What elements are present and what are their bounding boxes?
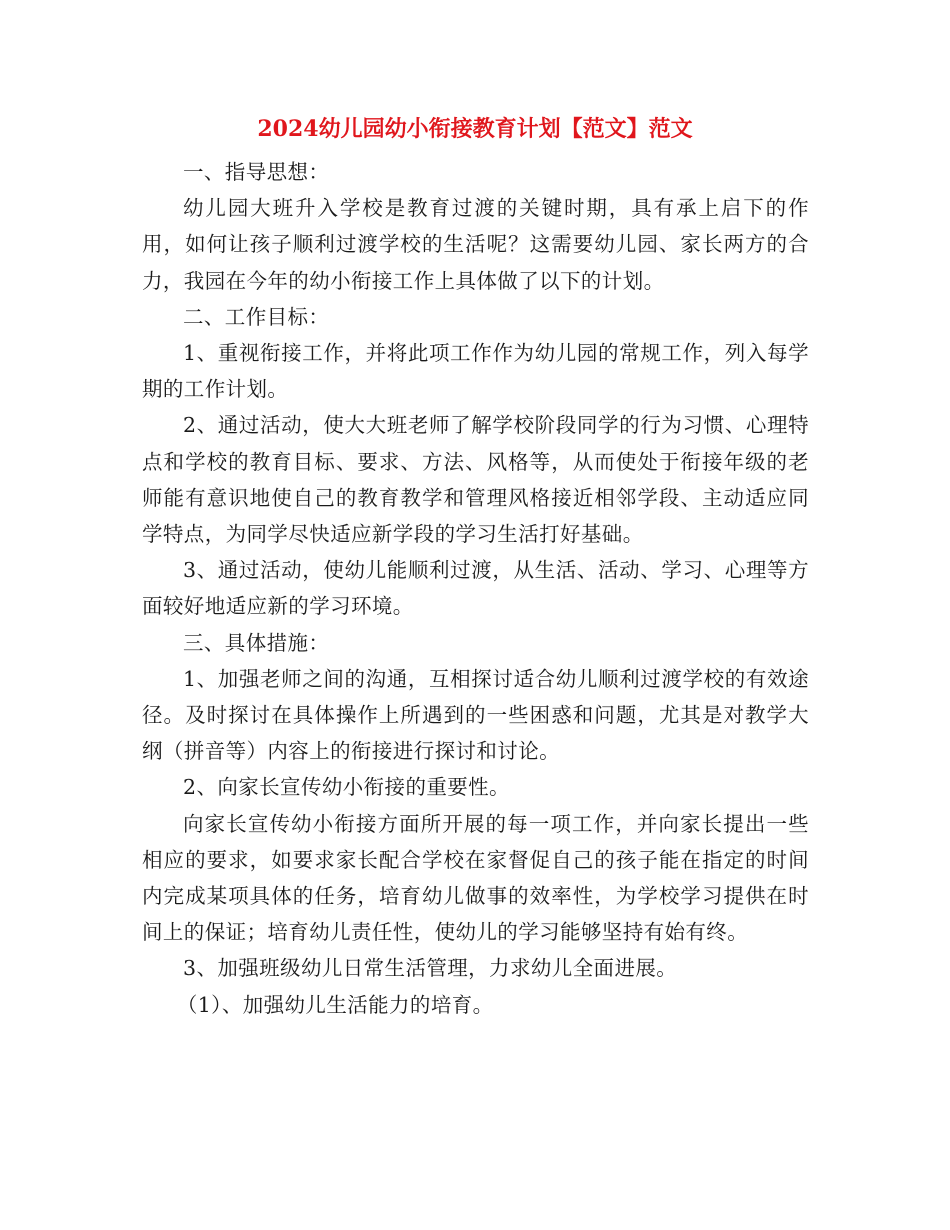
paragraph: 1、加强老师之间的沟通，互相探讨适合幼儿顺利过渡学校的有效途径。及时探讨在具体操作上所遇到的一些困惑和问题，尤其是对教学大纲（拼音等）内容上的衔接进行探讨和讨论。: [142, 666, 809, 764]
paragraph: 3、通过活动，使幼儿能顺利过渡，从生活、活动、学习、心理等方面较好地适应新的学习环境。: [142, 558, 809, 619]
heading-guiding-thought: 一、指导思想：: [183, 160, 330, 184]
document-title: 2024幼儿园幼小衔接教育计划【范文】范文: [257, 116, 693, 142]
paragraph: 幼儿园大班升入学校是教育过渡的关键时期，具有承上启下的作用，如何让孩子顺利过渡学校的生活呢？这需要幼儿园、家长两方的合力，我园在今年的幼小衔接工作上具体做了以下的计划。: [142, 196, 809, 293]
paragraph: 2、通过活动，使大大班老师了解学校阶段同学的行为习惯、心理特点和学校的教育目标、要求、方法、风格等，从而使处于衔接年级的老师能有意识地使自己的教育教学和管理风格接近相邻学段、主动适应同学特点，为同学尽快适应新学段的学习生活打好基础。: [142, 413, 809, 547]
paragraph: （1）、加强幼儿生活能力的培育。: [176, 992, 494, 1017]
heading-specific-measures: 三、具体措施：: [183, 630, 330, 655]
heading-work-goals: 二、工作目标：: [183, 304, 330, 329]
paragraph: 3、加强班级幼儿日常生活管理，力求幼儿全面进展。: [183, 956, 678, 981]
document-body: [142, 154, 809, 1023]
paragraph: 向家长宣传幼小衔接方面所开展的每一项工作，并向家长提出一些相应的要求，如要求家长配合学校在家督促自己的孩子能在指定的时间内完成某项具体的任务，培育幼儿做事的效率性，为学校学习提供在时间上的保证；培育幼儿责任性，使幼儿的学习能够坚持有始有终。: [142, 811, 809, 945]
paragraph: 1、重视衔接工作，并将此项工作作为幼儿园的常规工作，列入每学期的工作计划。: [142, 341, 809, 402]
paragraph: 2、向家长宣传幼小衔接的重要性。: [183, 775, 510, 800]
